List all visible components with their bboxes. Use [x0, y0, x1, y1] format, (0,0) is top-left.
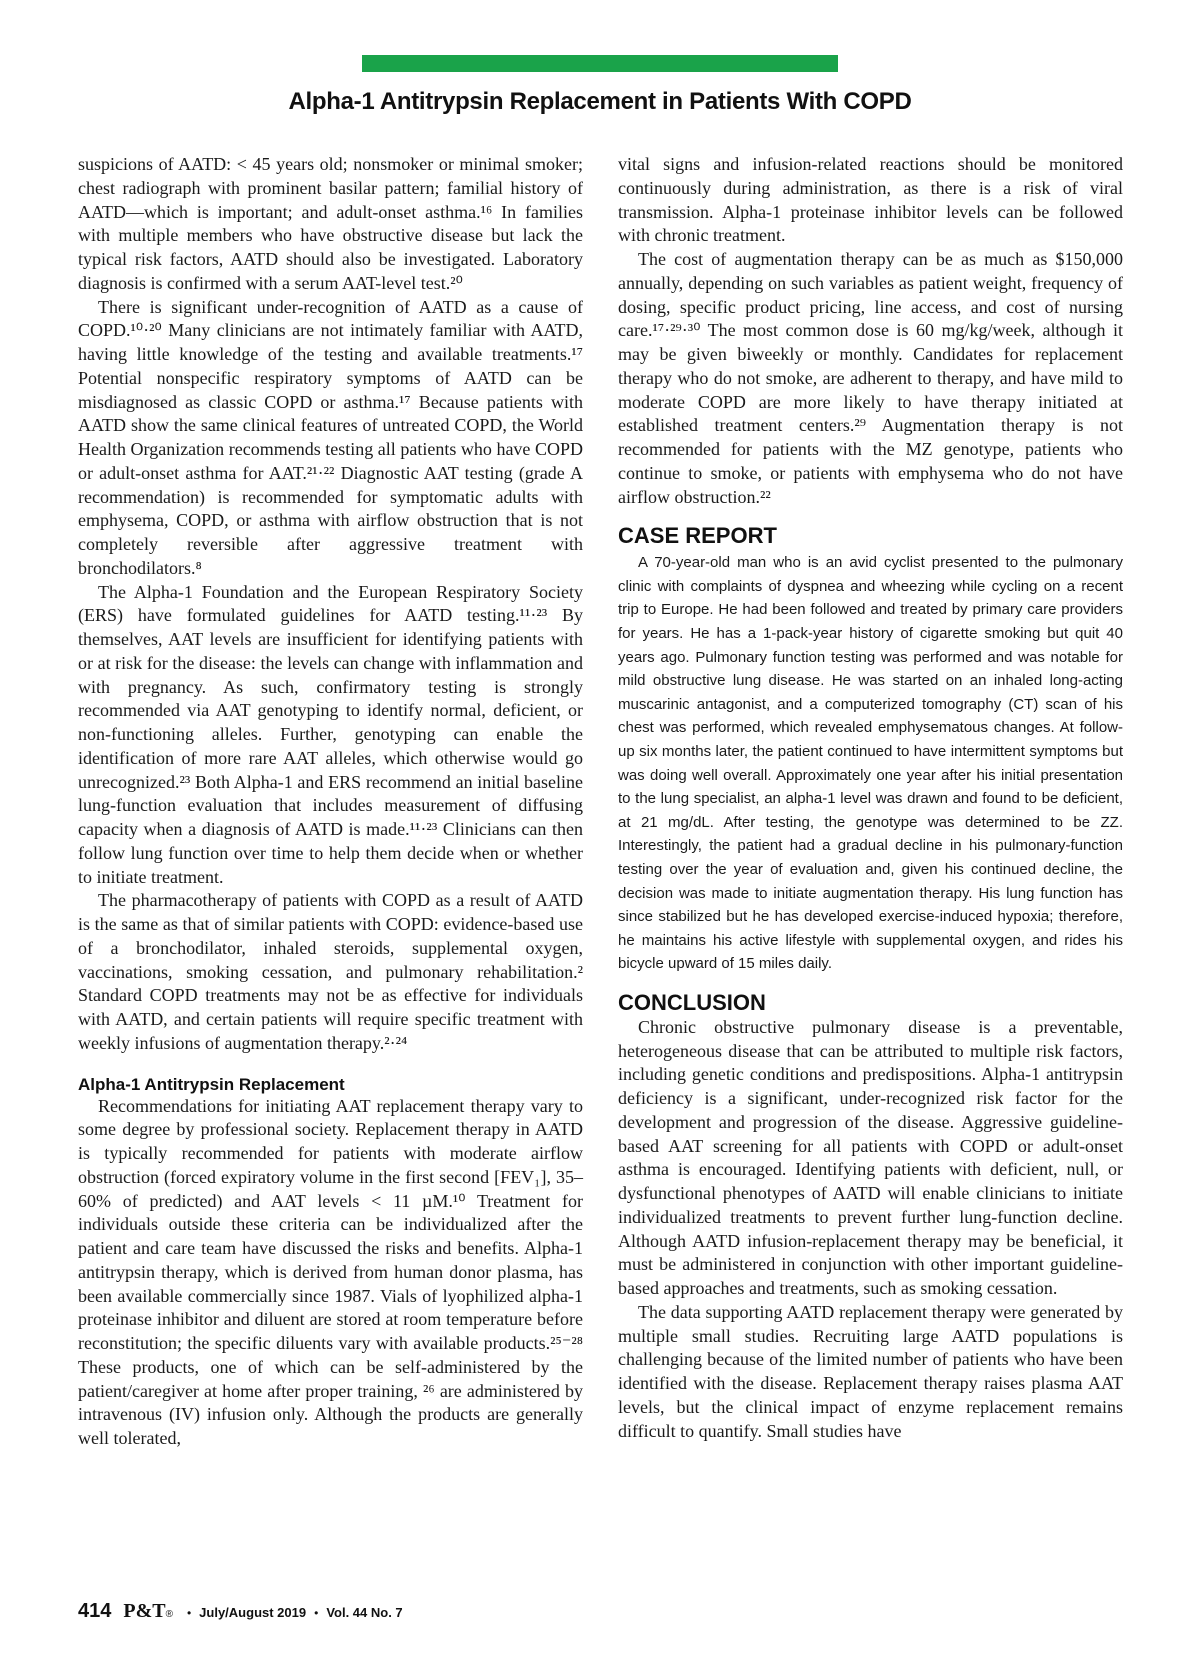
- left-column: [78, 153, 583, 1451]
- body-paragraph: Recommendations for initiating AAT replacement therapy vary to some degree by professional society. Replacement therapy in AATD is typically recommended for patients with moderate airflow obstruction (forced expiratory volume in the first second [FEV₁], 35–60% of predicted) and AAT levels < 11 µM.¹⁰ Treatment for individuals outside these criteria can be individualized after the patient and care team have discussed the risks and benefits. Alpha-1 antitrypsin therapy, which is derived from human donor plasma, has been available commercially since 1987. Vials of lyophilized alpha-1 proteinase inhibitor and diluent are stored at room temperature before reconstitution; the specific diluents vary with available products.²⁵⁻²⁸ These products, one of which can be self-administered by the patient/caregiver at home after proper training, ²⁶ are administered by intravenous (IV) infusion only. Although the products are generally well tolerated,: [78, 1095, 583, 1448]
- issue-date: July/August 2019: [199, 1605, 307, 1620]
- separator-dot: •: [314, 1606, 319, 1620]
- header-accent-bar: [362, 55, 838, 72]
- right-column: [618, 153, 1123, 1443]
- page-number: 414: [78, 1600, 112, 1622]
- body-paragraph: vital signs and infusion-related reactions should be monitored continuously during administration, as there is a risk of viral transmission. Alpha-1 proteinase inhibitor levels can be followed with chronic treatment.: [618, 154, 1123, 246]
- body-paragraph: suspicions of AATD: < 45 years old; nonsmoker or minimal smoker; chest radiograph with prominent basilar pattern; familial history of AATD—which is important; and adult-onset asthma.¹⁶ In families with multiple members who have obstructive disease but lack the typical risk factors, AATD should also be investigated. Laboratory diagnosis is confirmed with a serum AAT-level test.²⁰: [78, 154, 583, 293]
- registered-mark: ®: [165, 1609, 173, 1620]
- running-header-title: Alpha-1 Antitrypsin Replacement in Patients With COPD: [288, 88, 912, 115]
- volume-number: Vol. 44 No. 7: [326, 1605, 403, 1620]
- body-paragraph: Chronic obstructive pulmonary disease is a preventable, heterogeneous disease that can be attributed to multiple risk factors, including genetic conditions and predispositions. Alpha-1 antitrypsin deficiency is a significant, under-recognized risk factor for the development and progression of the disease. Aggressive guideline-based AAT screening for all patients with COPD or adult-onset asthma is encouraged. Identifying patients with deficient, null, or dysfunctional phenotypes of AATD will enable clinicians to initiate individualized treatments to prevent further lung-function decline. Although AATD infusion-replacement therapy may be beneficial, it must be administered in conjunction with other important guideline-based approaches and treatments, such as smoking cessation.: [618, 1016, 1123, 1299]
- body-paragraph: The Alpha-1 Foundation and the European Respiratory Society (ERS) have formulated guidelines for AATD testing.¹¹·²³ By themselves, AAT levels are insufficient for identifying patients with or at risk for the disease: the levels can change with inflammation and with pregnancy. As such, confirmatory testing is strongly recommended via AAT genotyping to identify normal, deficient, or non-functioning alleles. Further, genotyping can enable the identification of more rare AAT alleles, which otherwise would go unrecognized.²³ Both Alpha-1 and ERS recommend an initial baseline lung-function evaluation that includes measurement of diffusing capacity when a diagnosis of AATD is made.¹¹·²³ Clinicians can then follow lung function over time to help them decide when or whether to initiate treatment.: [78, 581, 583, 887]
- subsection-heading: Alpha-1 Antitrypsin Replacement: [78, 1074, 345, 1094]
- section-heading-case-report: CASE REPORT: [618, 523, 777, 549]
- body-paragraph: The cost of augmentation therapy can be as much as $150,000 annually, depending on such variables as patient weight, frequency of dosing, specific product pricing, line access, and cost of nursing care.¹⁷·²⁹·³⁰ The most common dose is 60 mg/kg/week, although it may be given biweekly or monthly. Candidates for replacement therapy who do not smoke, are adherent to therapy, and have mild to moderate COPD are more likely to have therapy initiated at established treatment centers.²⁹ Augmentation therapy is not recommended for patients with the MZ genotype, patients who continue to smoke, or patients with emphysema who do not have airflow obstruction.²²: [618, 249, 1123, 507]
- separator-dot: •: [186, 1606, 192, 1620]
- case-report-text: A 70-year-old man who is an avid cyclist presented to the pulmonary clinic with complaints of dyspnea and wheezing while cycling on a recent trip to Europe. He had been followed and treated by primary care providers for years. He has a 1-pack-year history of cigarette smoking but quit 40 years ago. Pulmonary function testing was performed and was notable for mild obstructive lung disease. He was started on an inhaled long-acting muscarinic antagonist, and a computerized tomography (CT) scan of his chest was performed, which revealed emphysematous changes. At follow-up six months later, the patient continued to have intermittent symptoms but was doing well overall. Approximately one year after his initial presentation to the lung specialist, an alpha-1 level was drawn and found to be deficient, at 21 mg/dL. After testing, the genotype was determined to be ZZ. Interestingly, the patient had a gradual decline in his pulmonary-function testing over the year of evaluation and, given his continued decline, the decision was made to initiate augmentation therapy. His lung function has since stabilized but he has developed exercise-induced hypoxia; therefore, he maintains his active lifestyle with supplemental oxygen, and rides his bicycle upward of 15 miles daily.: [618, 554, 1123, 973]
- body-paragraph: The pharmacotherapy of patients with COPD as a result of AATD is the same as that of similar patients with COPD: evidence-based use of a bronchodilator, inhaled steroids, supplemental oxygen, vaccinations, smoking cessation, and pulmonary rehabilitation.² Standard COPD treatments may not be as effective for individuals with AATD, and certain patients will require specific treatment with weekly infusions of augmentation therapy.²·²⁴: [78, 890, 583, 1053]
- section-heading-conclusion: CONCLUSION: [618, 989, 766, 1015]
- body-paragraph: The data supporting AATD replacement therapy were generated by multiple small studies. Recruiting large AATD populations is challenging because of the limited number of patients who have been identified with the disease. Replacement therapy raises plasma AAT levels, but the clinical impact of enzyme replacement remains difficult to quantify. Small studies have: [618, 1301, 1123, 1441]
- journal-name: P&T: [123, 1600, 166, 1622]
- page-footer: [78, 1600, 403, 1623]
- body-paragraph: There is significant under-recognition of AATD as a cause of COPD.¹⁰·²⁰ Many clinicians are not intimately familiar with AATD, having little knowledge of the testing and available treatments.¹⁷ Potential nonspecific respiratory symptoms of AATD can be misdiagnosed as classic COPD or asthma.¹⁷ Because patients with AATD show the same clinical features of untreated COPD, the World Health Organization recommends testing all patients who have COPD or adult-onset asthma for AAT.²¹·²² Diagnostic AAT testing (grade A recommendation) is recommended for symptomatic adults with emphysema, COPD, or asthma with airflow obstruction that is not completely reversible after aggressive treatment with bronchodilators.⁸: [78, 296, 583, 578]
